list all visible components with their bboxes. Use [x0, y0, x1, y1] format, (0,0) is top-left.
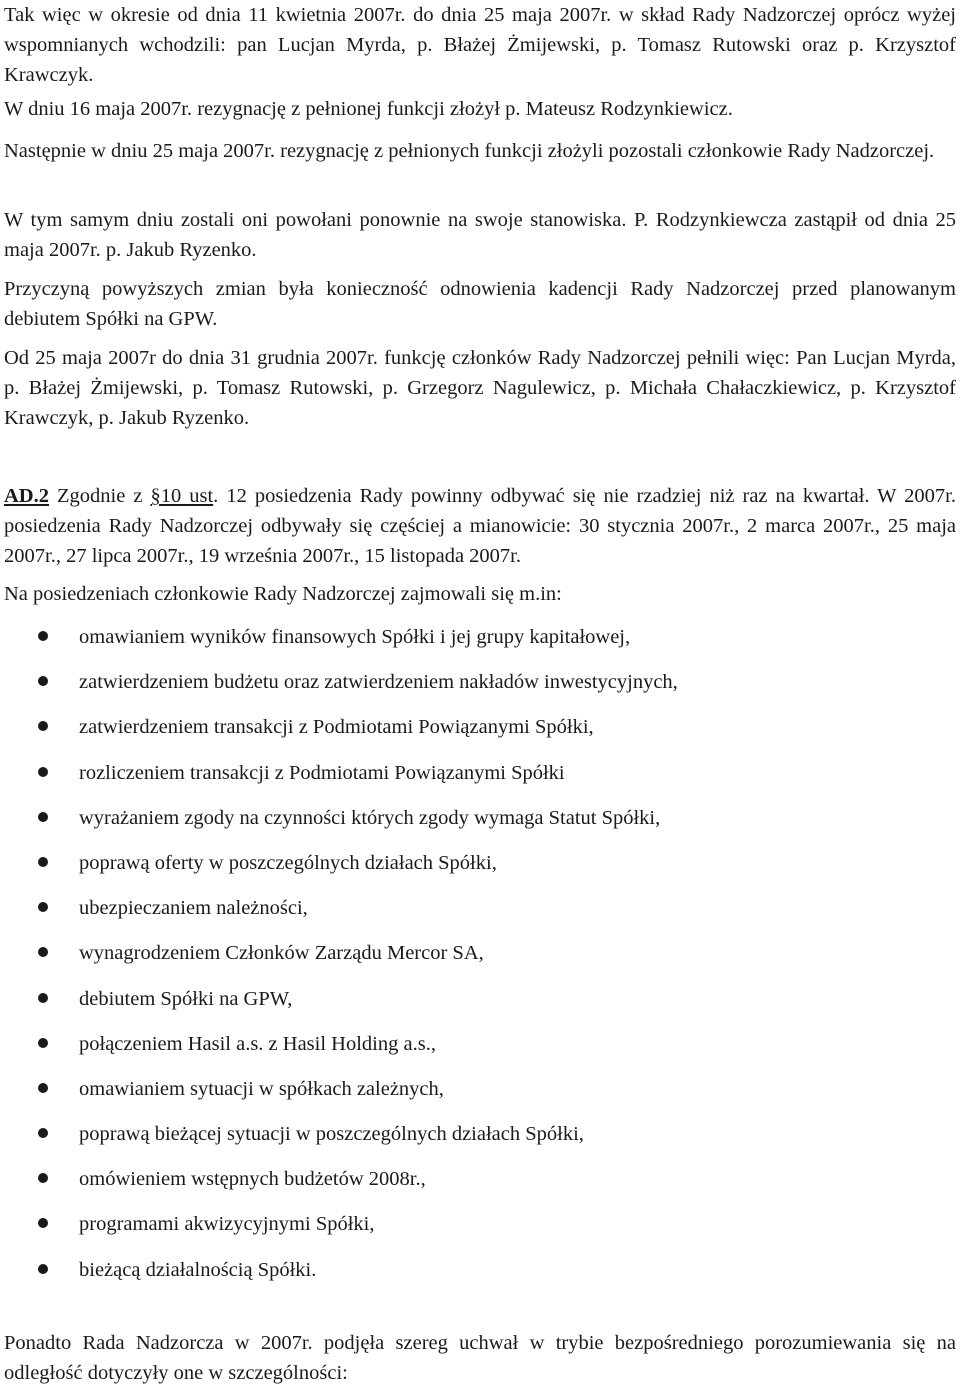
bullet-icon — [38, 721, 48, 731]
paragraph-reason: Przyczyną powyższych zmian była konieczność odnowienia kadencji Rady Nadzorczej przed planowanym debiutem Spółki na GPW. — [4, 278, 956, 330]
list-item — [0, 1074, 960, 1119]
ad2-label: AD.2 — [4, 485, 49, 507]
list-item-text: rozliczeniem transakcji z Podmiotami Powiązanymi Spółki — [79, 761, 565, 784]
list-item-text: programami akwizycyjnymi Spółki, — [79, 1213, 375, 1236]
bullet-icon — [38, 1128, 48, 1138]
bullet-icon — [38, 902, 48, 912]
list-item-text: poprawą oferty w poszczególnych działach Spółki, — [79, 851, 497, 874]
paragraph-members-list: Od 25 maja 2007r do dnia 31 grudnia 2007r. funkcję członków Rady Nadzorczej pełnili więc: Pan Lucjan Myrda, p. Błażej Żmijewski, p. Tomasz Rutowski, p. Grzegorz Nagulewicz, p. Michała Chałaczkiewicz, p. Krzysztof Krawczyk, p. Jakub Ryzenko. — [4, 347, 956, 429]
list-item — [0, 938, 960, 983]
list-item-text: debiutem Spółki na GPW, — [79, 987, 293, 1010]
list-item — [0, 984, 960, 1029]
list-item — [0, 1255, 960, 1300]
bullet-icon — [38, 857, 48, 867]
list-item-text: ubezpieczaniem należności, — [79, 897, 308, 920]
list-item — [0, 893, 960, 938]
list-item — [0, 1119, 960, 1164]
list-item-text: zatwierdzeniem transakcji z Podmiotami Powiązanymi Spółki, — [79, 716, 594, 739]
topics-list — [0, 622, 960, 1300]
list-intro: Na posiedzeniach członkowie Rady Nadzorczej zajmowali się m.in: — [4, 583, 562, 605]
list-item — [0, 1164, 960, 1209]
bullet-icon — [38, 1038, 48, 1048]
list-item — [0, 1029, 960, 1074]
bullet-icon — [38, 812, 48, 822]
list-item-text: zatwierdzeniem budżetu oraz zatwierdzeniem nakładów inwestycyjnych, — [79, 671, 678, 694]
list-item — [0, 667, 960, 712]
bullet-icon — [38, 947, 48, 957]
list-item-text: bieżącą działalnością Spółki. — [79, 1258, 317, 1281]
list-item — [0, 758, 960, 803]
list-item-text: połączeniem Hasil a.s. z Hasil Holding a.s., — [79, 1032, 436, 1055]
paragraph-closing: Ponadto Rada Nadzorcza w 2007r. podjęła szereg uchwał w trybie bezpośredniego porozumiewania się na odległość dotyczyły one w szczególności: — [4, 1332, 956, 1384]
paragraph-resignation-members: Następnie w dniu 25 maja 2007r. rezygnację z pełnionych funkcji złożyli pozostali członkowie Rady Nadzorczej. — [4, 140, 935, 162]
list-item-text: omawianiem sytuacji w spółkach zależnych, — [79, 1077, 444, 1100]
paragraph-ad2 — [4, 481, 956, 571]
bullet-icon — [38, 1218, 48, 1228]
bullet-icon — [38, 676, 48, 686]
paragraph-board-composition: Tak więc w okresie od dnia 11 kwietnia 2007r. do dnia 25 maja 2007r. w skład Rady Nadzorczej oprócz wyżej wspomnianych wchodzili: pan Lucjan Myrda, p. Błażej Żmijewski, p. Tomasz Rutowski oraz p. Krzysztof Krawczyk. — [4, 4, 956, 86]
list-item-text: poprawą bieżącej sytuacji w poszczególnych działach Spółki, — [79, 1123, 584, 1146]
list-item — [0, 1209, 960, 1254]
ad2-text-after: . 12 posiedzenia Rady powinny odbywać się nie rzadziej niż raz na kwartał. W 2007r. posiedzenia Rady Nadzorczej odbywały się częściej a mianowicie: 30 stycznia 2007r., 2 marca 2007r., 25 maja 2007r., 27 lipca 2007r., 19 września 2007r., 15 listopada 2007r. — [4, 485, 956, 567]
list-item-text: wynagrodzeniem Członków Zarządu Mercor SA, — [79, 942, 484, 965]
list-item — [0, 803, 960, 848]
bullet-icon — [38, 993, 48, 1003]
list-item-text: wyrażaniem zgody na czynności których zgody wymaga Statut Spółki, — [79, 806, 661, 829]
list-item — [0, 712, 960, 757]
list-item-text: omówieniem wstępnych budżetów 2008r., — [79, 1168, 426, 1191]
bullet-icon — [38, 1173, 48, 1183]
paragraph-resignation-rodzynkiewicz: W dniu 16 maja 2007r. rezygnację z pełnionej funkcji złożył p. Mateusz Rodzynkiewicz. — [4, 98, 733, 120]
ad2-text-before: Zgodnie z — [48, 485, 151, 507]
list-item-text: omawianiem wyników finansowych Spółki i jej grupy kapitałowej, — [79, 626, 631, 648]
paragraph-reappointment: W tym samym dniu zostali oni powołani ponownie na swoje stanowiska. P. Rodzynkiewcza zastąpił od dnia 25 maja 2007r. p. Jakub Ryzenko. — [4, 209, 956, 261]
list-item — [0, 848, 960, 893]
bullet-icon — [38, 1264, 48, 1274]
bullet-icon — [38, 1083, 48, 1093]
list-item — [0, 622, 960, 667]
bullet-icon — [38, 631, 48, 641]
ad2-reference: §10 ust — [150, 485, 214, 507]
bullet-icon — [38, 767, 48, 777]
